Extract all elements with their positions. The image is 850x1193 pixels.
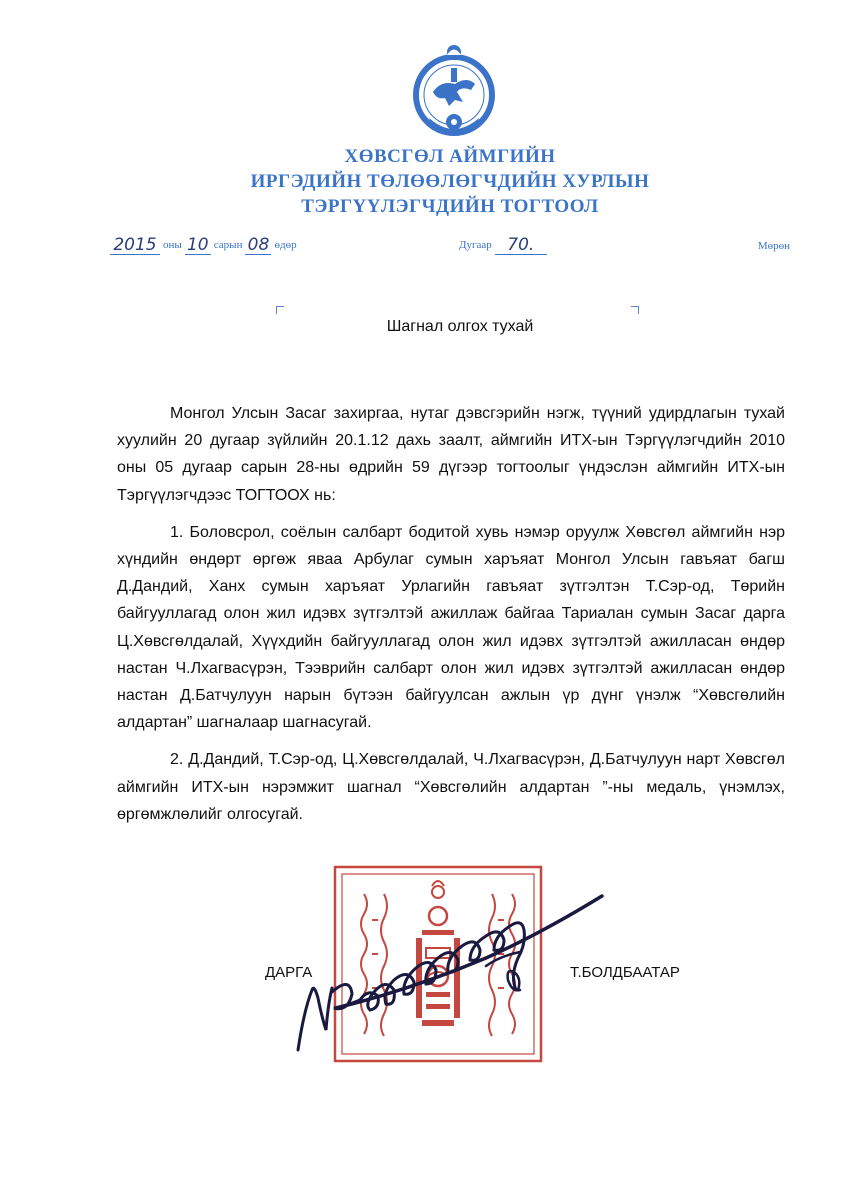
body-item-1: 1. Боловсрол, соёлын салбарт бодитой хувь нэмэр оруулж Хөвсгөл аймгийн нэр хүндийн өндөрт өргөж яваа Арбулаг сумын харъяат Монгол Улсын гавъяат багш Д.Дандий, Ханх сумын харъяат Урлагийн гавъяат зүтгэлтэн Т.Сэр-од, Төрийн байгууллагад олон жил идэвх зүтгэлтэй ажиллаж байгаа Тариалан сумын Засаг дарга Ц.Хөвсгөлдалай, Хүүхдийн байгууллагад олон жил идэвх зүтгэлтэй ажилласан өндөр настан Ч.Лхагвасүрэн, Тээврийн салбарт олон жил идэвх зүтгэлтэй ажилласан өндөр настан Д.Батчулуун нарын бүтээн байгуулсан ажлын үр дүнг үнэлж “Хөвсгөлийн алдартан” шагналаар шагнасугай. [117, 523, 785, 732]
date-field [110, 236, 300, 255]
handwritten-month: 10 [185, 236, 211, 255]
handwritten-day: 08 [245, 236, 271, 255]
document-subject: Шагнал олгох тухай [386, 318, 534, 335]
corner-mark-left [276, 306, 284, 314]
document-header [200, 144, 700, 219]
state-emblem-icon [411, 40, 497, 140]
handwritten-number: 70. [495, 236, 547, 255]
body-intro: Монгол Улсын Засаг захиргаа, нутаг дэвсгэрийн нэгж, түүний удирдлагын тухай хуулийн 20 дугаар зүйлийн 20.1.12 дахь заалт, аймгийн ИТХ-ын Тэргүүлэгчдийн 2010 оны 05 дугаар сарын 28-ны өдрийн 59 дүгээр тогтоолыг үндэслэн аймгийн ИТХ-ын Тэргүүлэгчдээс ТОГТООХ нь: [117, 405, 785, 504]
corner-mark-right [631, 306, 639, 314]
month-label: сарын [213, 239, 243, 251]
day-label: өдөр [274, 239, 297, 251]
signatory-name: Т.БОЛДБААТАР [570, 964, 680, 981]
header-line-2: ИРГЭДИЙН ТӨЛӨӨЛӨГЧДИЙН ХУРЛЫН [250, 171, 650, 192]
handwritten-signature [290, 880, 610, 1060]
document-body [117, 400, 785, 838]
body-item-2: 2. Д.Дандий, Т.Сэр-од, Ц.Хөвсгөлдалай, Ч.Лхагвасүрэн, Д.Батчулуун нарт Хөвсгөл аймгийн ИТХ-ын нэрэмжит шагнал “Хөвсгөлийн алдартан ”-ны медаль, үнэмлэх, өргөмжлөлийг олгосугай. [117, 751, 785, 823]
number-label: Дугаар [459, 239, 492, 251]
date-line [110, 236, 790, 266]
header-line-3: ТЭРГҮҮЛЭГЧДИЙН ТОГТООЛ [301, 196, 599, 217]
year-label: оны [163, 239, 182, 251]
signatory-role: ДАРГА [265, 964, 313, 981]
handwritten-year: 2015 [110, 236, 160, 255]
number-field [456, 236, 547, 255]
header-line-1: ХӨВСГӨЛ АЙМГИЙН [344, 146, 556, 167]
place-label: Мөрөн [757, 240, 790, 252]
